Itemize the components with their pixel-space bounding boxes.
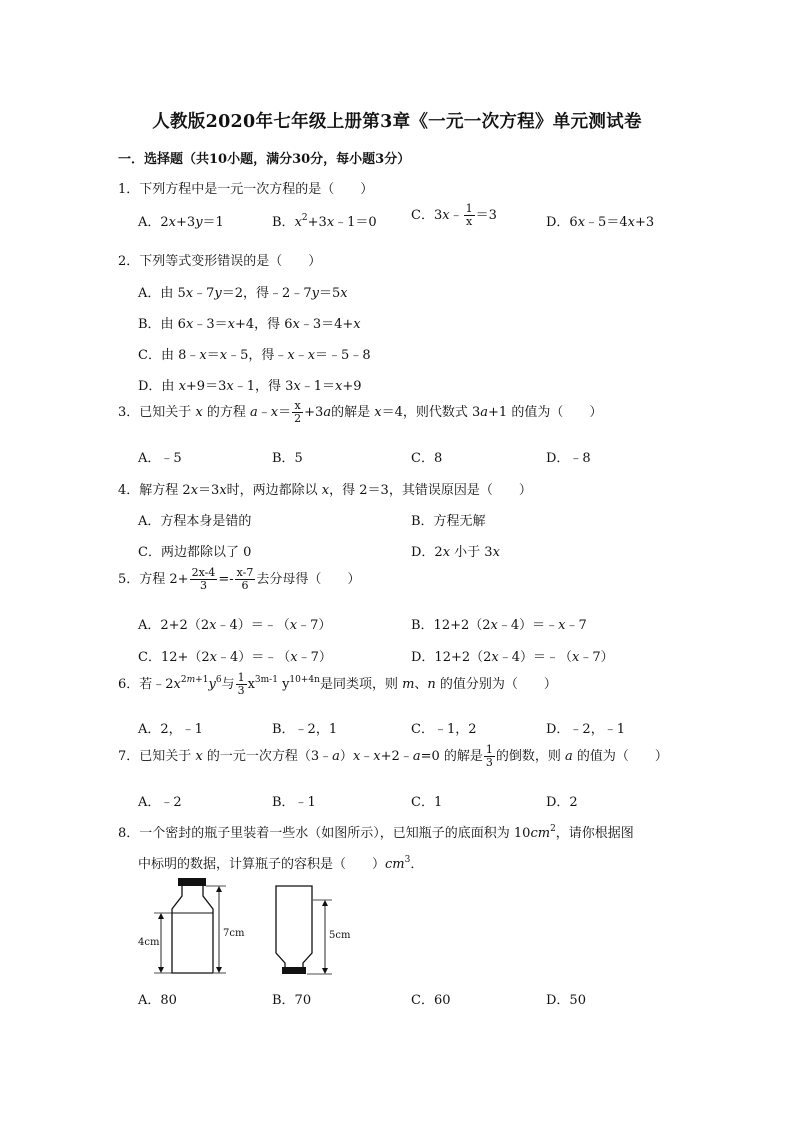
right-bottle-body xyxy=(276,886,312,969)
q3-option-d: D．﹣8 xyxy=(546,451,591,466)
q4-option-c: C．两边都除以了 0 xyxy=(138,545,252,560)
q4-option-d: D．2x 小于 3x xyxy=(411,545,500,560)
q3-option-a: A．﹣5 xyxy=(138,451,182,466)
left-bottle-cap xyxy=(178,878,206,886)
q1-option-c: C．3x﹣ $\frac{1}{x}$ ＝3 xyxy=(411,202,497,228)
q6-option-d: D．﹣2，﹣1 xyxy=(546,722,625,737)
q6-option-b: B．﹣2，1 xyxy=(272,722,338,737)
q8-option-d: D．50 xyxy=(546,993,586,1008)
right-bottle-cap xyxy=(282,967,306,974)
q1-option-b: B．$x^2+3x﹣1=0$ xyxy=(272,213,377,230)
section-heading: 一．选择题（共10小题，满分30分，每小题3分） xyxy=(118,152,411,167)
q3-option-b: B．5 xyxy=(272,451,303,466)
question-7-stem: 7．已知关于 x 的一元一次方程（3﹣a）x﹣x+2﹣a=0 的解是 $\frac{1}{3}$ 的倒数，则 a 的值为（ ） xyxy=(118,743,668,769)
q7-option-c: C．1 xyxy=(411,795,443,810)
q3-option-c: C．8 xyxy=(411,451,443,466)
q6-option-a: A．2，﹣1 xyxy=(138,722,203,737)
question-3-stem: 3．已知关于 x 的方程 a﹣x＝ $\frac{x}{2}$ +3a的解是 x＝4，则代数式 3a+1 的值为（ ） xyxy=(118,399,603,425)
q4-option-a: A．方程本身是错的 xyxy=(138,514,252,529)
q7-option-a: A．﹣2 xyxy=(138,795,182,810)
right-air-label: 5cm xyxy=(329,930,351,941)
bottle-diagram xyxy=(130,876,360,982)
question-2-stem: 2．下列等式变形错误的是（ ） xyxy=(118,254,322,269)
q5-option-a: A．2+2（2x﹣4）＝﹣（x﹣7） xyxy=(138,618,332,633)
q8-option-c: C．60 xyxy=(411,993,451,1008)
question-6-stem: 6．若$﹣2x^{2m+1}y^6$与 $\frac{1}{3}$ $x^{3m-1}$ $y^{10+4n}$是同类项，则 m、n 的值分别为（ ） xyxy=(118,671,557,697)
question-5-stem: 5．方程 2+ $\frac{2x-4}{3}$ =- $\frac{x-7}{6}$ 去分母得（ ） xyxy=(118,566,361,592)
q4-option-b: B．方程无解 xyxy=(411,514,486,529)
q2-option-a: A．由 5x﹣7y＝2，得﹣2﹣7y＝5x xyxy=(138,286,348,301)
q7-option-d: D．2 xyxy=(546,795,578,810)
q2-option-c: C．由 8﹣x＝x﹣5，得﹣x﹣x＝﹣5﹣8 xyxy=(138,348,371,363)
q2-option-d: D．由 x+9＝3x﹣1，得 3x﹣1＝x+9 xyxy=(138,379,362,394)
q6-option-c: C．﹣1，2 xyxy=(411,722,477,737)
q7-option-b: B．﹣1 xyxy=(272,795,316,810)
left-bottle-body xyxy=(172,886,213,973)
q5-option-c: C．12+（2x﹣4）＝﹣（x﹣7） xyxy=(138,650,332,665)
q5-option-d: D．12+2（2x﹣4）＝﹣（x﹣7） xyxy=(411,650,614,665)
q8-option-a: A．80 xyxy=(138,993,177,1008)
left-total-label: 7cm xyxy=(223,928,245,939)
question-8-stem-line2: 中标明的数据，计算瓶子的容积是（ ）$cm^3$． xyxy=(138,855,424,872)
question-4-stem: 4．解方程 2x＝3x时，两边都除以 x，得 2＝3，其错误原因是（ ） xyxy=(118,483,532,498)
q1-option-a: A．2x+3y＝1 xyxy=(138,215,224,230)
q2-option-b: B．由 6x﹣3＝x+4，得 6x﹣3＝4+x xyxy=(138,317,361,332)
left-water-label: 4cm xyxy=(138,937,160,948)
q8-option-b: B．70 xyxy=(272,993,312,1008)
page-title: 人教版2020年七年级上册第3章《一元一次方程》单元测试卷 xyxy=(152,112,642,132)
q1-option-d: D．6x﹣5＝4x+3 xyxy=(546,215,655,230)
question-8-stem-line1: 8．一个密封的瓶子里装着一些水（如图所示），已知瓶子的底面积为 $10cm^2$，请你根据图 xyxy=(118,824,634,841)
q5-option-b: B．12+2（2x﹣4）＝﹣x﹣7 xyxy=(411,618,587,633)
question-1-stem: 1．下列方程中是一元一次方程的是（ ） xyxy=(118,182,374,197)
